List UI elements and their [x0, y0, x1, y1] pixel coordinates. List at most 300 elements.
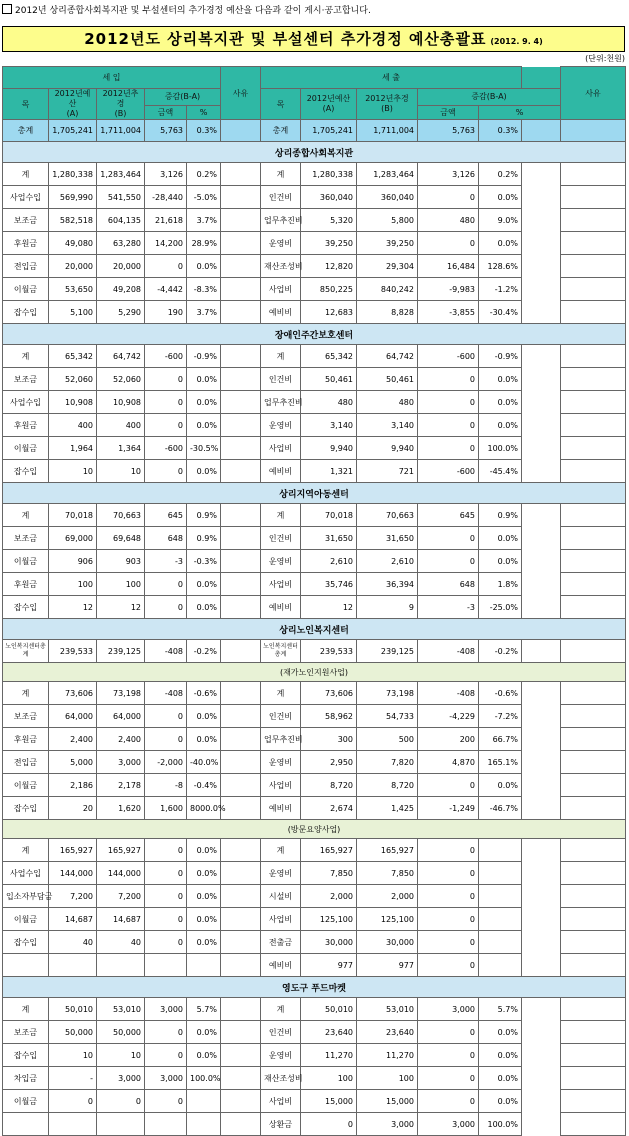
- expense-mok-cell: 계: [261, 504, 301, 527]
- income-reason-cell: [221, 460, 261, 483]
- expense-diff-cell: 0: [418, 1090, 479, 1113]
- income-mok-header: 목: [3, 89, 49, 120]
- income-mok-cell: [3, 954, 49, 977]
- expense-budget-cell: 977: [301, 954, 357, 977]
- expense-budget-cell: 58,962: [301, 705, 357, 728]
- income-diff-cell: 0: [145, 460, 187, 483]
- income-diff-cell: 0: [145, 1090, 187, 1113]
- income-reason-cell: [221, 640, 261, 663]
- table-row: [3, 186, 626, 209]
- expense-pct-cell: -30.4%: [479, 301, 522, 324]
- expense-mok-cell: 계: [261, 839, 301, 862]
- income-reason-cell: [221, 1090, 261, 1113]
- expense-mok-cell: 운영비: [261, 751, 301, 774]
- expense-diff-cell: 0: [418, 862, 479, 885]
- expense-reason-cell: [561, 414, 626, 437]
- expense-mok-cell: 예비비: [261, 301, 301, 324]
- expense-reason-cell: [561, 774, 626, 797]
- row-spacer: [522, 682, 561, 705]
- expense-pct-cell: -45.4%: [479, 460, 522, 483]
- income-supp-cell: 64,000: [97, 705, 145, 728]
- expense-reason-cell: [561, 705, 626, 728]
- income-reason-cell: [221, 301, 261, 324]
- expense-pct-cell: 0.0%: [479, 774, 522, 797]
- income-diff-cell: -28,440: [145, 186, 187, 209]
- expense-mok-cell: 업무추진비: [261, 391, 301, 414]
- income-pct-cell: 0.0%: [187, 368, 221, 391]
- expense-budget-cell: 2,610: [301, 550, 357, 573]
- expense-reason-cell: [561, 1021, 626, 1044]
- income-diff-header: 증감(B-A): [145, 89, 221, 106]
- income-pct-cell: 0.0%: [187, 1044, 221, 1067]
- expense-reason-cell: [561, 908, 626, 931]
- section-header: [3, 324, 626, 345]
- expense-budget-cell: 12: [301, 596, 357, 619]
- income-diff-cell: 0: [145, 391, 187, 414]
- income-pct-cell: 0.0%: [187, 839, 221, 862]
- income-budget-cell: 1,280,338: [49, 163, 97, 186]
- income-pct-cell: -30.5%: [187, 437, 221, 460]
- expense-mok-cell: 노인복지센터총계: [261, 640, 301, 663]
- table-row: [3, 839, 626, 862]
- income-diff-cell: [145, 1113, 187, 1136]
- income-mok-cell: 계: [3, 504, 49, 527]
- checkbox-icon: [2, 4, 12, 14]
- income-mok-cell: 사업수입: [3, 391, 49, 414]
- income-reason-cell: [221, 414, 261, 437]
- expense-pct-cell: 66.7%: [479, 728, 522, 751]
- budget-header-line2: (A): [322, 104, 335, 113]
- expense-diff-cell: 0: [418, 186, 479, 209]
- row-spacer: [522, 209, 561, 232]
- income-diff-cell: 645: [145, 504, 187, 527]
- income-budget-cell: 53,650: [49, 278, 97, 301]
- income-mok-cell: 입소자부담금: [3, 885, 49, 908]
- expense-supp-cell: 53,010: [357, 998, 418, 1021]
- expense-diff-cell: 0: [418, 839, 479, 862]
- expense-budget-cell: 100: [301, 1067, 357, 1090]
- income-supp-cell: 10: [97, 1044, 145, 1067]
- income-mok-cell: 계: [3, 839, 49, 862]
- income-pct-cell: 28.9%: [187, 232, 221, 255]
- income-budget-cell: 906: [49, 550, 97, 573]
- expense-pct-header: %: [479, 105, 561, 119]
- income-supp-cell: 604,135: [97, 209, 145, 232]
- income-mok-cell: 계: [3, 163, 49, 186]
- table-row: [3, 1067, 626, 1090]
- income-pct-cell: 0.0%: [187, 728, 221, 751]
- section-title: (재가노인지원사업): [3, 663, 626, 682]
- income-supp-cell: 1,364: [97, 437, 145, 460]
- income-budget-cell: 65,342: [49, 345, 97, 368]
- expense-pct-cell: [479, 885, 522, 908]
- expense-supp-cell: 64,742: [357, 345, 418, 368]
- income-budget-cell: 69,000: [49, 527, 97, 550]
- income-pct-cell: 3.7%: [187, 301, 221, 324]
- table-row: [3, 596, 626, 619]
- expense-budget-cell: 15,000: [301, 1090, 357, 1113]
- table-row: [3, 1090, 626, 1113]
- income-pct-cell: 0.0%: [187, 885, 221, 908]
- expense-mok-cell: 사업비: [261, 774, 301, 797]
- income-budget-cell: 64,000: [49, 705, 97, 728]
- income-reason-cell: [221, 186, 261, 209]
- expense-diff-cell: 3,126: [418, 163, 479, 186]
- income-diff-cell: -600: [145, 437, 187, 460]
- expense-supp-cell: 8,828: [357, 301, 418, 324]
- income-diff-cell: 0: [145, 839, 187, 862]
- income-diff-cell: 0: [145, 1021, 187, 1044]
- income-diff-cell: 0: [145, 908, 187, 931]
- income-reason-cell: [221, 1021, 261, 1044]
- expense-supp-cell: 977: [357, 954, 418, 977]
- expense-supp-cell: 39,250: [357, 232, 418, 255]
- expense-supp-cell: 3,140: [357, 414, 418, 437]
- expense-diff-cell: 0: [418, 368, 479, 391]
- income-supp-cell: 2,178: [97, 774, 145, 797]
- expense-budget-header: [301, 89, 357, 120]
- expense-reason-cell: [561, 682, 626, 705]
- income-budget-cell: 70,018: [49, 504, 97, 527]
- notice-line: [2, 3, 371, 19]
- expense-reason-cell: [561, 751, 626, 774]
- expense-reason-cell: [561, 998, 626, 1021]
- expense-budget-cell: 1,321: [301, 460, 357, 483]
- expense-pct-cell: 100.0%: [479, 1113, 522, 1136]
- income-supp-cell: 1,620: [97, 797, 145, 820]
- expense-reason-cell: [561, 640, 626, 663]
- expense-pct-cell: 1.8%: [479, 573, 522, 596]
- row-spacer: [522, 774, 561, 797]
- table-row: [3, 460, 626, 483]
- expense-budget-cell: 1,280,338: [301, 163, 357, 186]
- income-reason-cell: [221, 550, 261, 573]
- table-row: [3, 682, 626, 705]
- income-supp-cell: 49,208: [97, 278, 145, 301]
- income-pct-cell: 0.0%: [187, 908, 221, 931]
- income-mok-cell: 후원금: [3, 728, 49, 751]
- total-expense-diff: 5,763: [418, 120, 479, 142]
- expense-mok-cell: 계: [261, 682, 301, 705]
- expense-diff-cell: -600: [418, 345, 479, 368]
- row-spacer: [522, 414, 561, 437]
- expense-diff-cell: 200: [418, 728, 479, 751]
- expense-budget-cell: 8,720: [301, 774, 357, 797]
- expense-reason-cell: [561, 255, 626, 278]
- expense-reason-cell: [561, 368, 626, 391]
- total-expense-budget: 1,705,241: [301, 120, 357, 142]
- income-budget-cell: 165,927: [49, 839, 97, 862]
- expense-pct-cell: 5.7%: [479, 998, 522, 1021]
- document-date: (2012. 9. 4): [490, 37, 543, 46]
- expense-budget-cell: 31,650: [301, 527, 357, 550]
- expense-pct-cell: 0.0%: [479, 1090, 522, 1113]
- expense-diff-cell: 3,000: [418, 998, 479, 1021]
- expense-mok-cell: 계: [261, 163, 301, 186]
- expense-diff-cell: 0: [418, 1021, 479, 1044]
- expense-supp-cell: 100: [357, 1067, 418, 1090]
- income-supp-cell: 165,927: [97, 839, 145, 862]
- expense-diff-cell: -9,983: [418, 278, 479, 301]
- income-mok-cell: 잡수입: [3, 460, 49, 483]
- income-pct-cell: 0.0%: [187, 931, 221, 954]
- expense-pct-cell: [479, 862, 522, 885]
- expense-diff-cell: 0: [418, 232, 479, 255]
- income-supp-cell: 5,290: [97, 301, 145, 324]
- expense-diff-cell: 0: [418, 774, 479, 797]
- expense-reason-cell: [561, 1090, 626, 1113]
- expense-pct-cell: [479, 954, 522, 977]
- table-row: [3, 527, 626, 550]
- expense-reason-cell: [561, 839, 626, 862]
- table-row: [3, 797, 626, 820]
- expense-budget-cell: 12,683: [301, 301, 357, 324]
- income-supp-cell: 14,687: [97, 908, 145, 931]
- income-reason-cell: [221, 596, 261, 619]
- income-mok-cell: 보조금: [3, 209, 49, 232]
- row-spacer: [522, 368, 561, 391]
- income-pct-cell: 0.9%: [187, 527, 221, 550]
- expense-pct-cell: 0.0%: [479, 550, 522, 573]
- expense-diff-cell: -3,855: [418, 301, 479, 324]
- expense-diff-cell: 0: [418, 414, 479, 437]
- income-mok-cell: 차입금: [3, 1067, 49, 1090]
- expense-pct-cell: 0.0%: [479, 527, 522, 550]
- expense-supp-cell: 360,040: [357, 186, 418, 209]
- income-reason-cell: [221, 504, 261, 527]
- income-supp-cell: [97, 954, 145, 977]
- row-spacer: [522, 1067, 561, 1090]
- income-mok-cell: 전입금: [3, 751, 49, 774]
- income-budget-header: [49, 89, 97, 120]
- expense-reason-cell: [561, 437, 626, 460]
- income-supp-cell: 10,908: [97, 391, 145, 414]
- document-title: 2012년도 상리복지관 및 부설센터 추가경정 예산총괄표: [84, 30, 487, 48]
- expense-budget-cell: 12,820: [301, 255, 357, 278]
- income-mok-cell: 이월금: [3, 278, 49, 301]
- subsection-header: [3, 663, 626, 682]
- expense-reason-cell: [561, 186, 626, 209]
- row-spacer: [522, 255, 561, 278]
- budget-table: [2, 66, 626, 1136]
- income-reason-cell: [221, 1113, 261, 1136]
- income-diff-cell: -408: [145, 682, 187, 705]
- income-pct-cell: 0.0%: [187, 705, 221, 728]
- income-budget-cell: 100: [49, 573, 97, 596]
- income-supp-cell: 3,000: [97, 1067, 145, 1090]
- expense-mok-cell: 운영비: [261, 862, 301, 885]
- expense-diff-cell: -600: [418, 460, 479, 483]
- income-mok-cell: 보조금: [3, 368, 49, 391]
- income-reason-cell: [221, 437, 261, 460]
- section-title: 영도구 푸드마켓: [3, 977, 626, 998]
- expense-diff-cell: -408: [418, 640, 479, 663]
- notice-text: 2012년 상리종합사회복지관 및 부설센터의 추가경정 예산을 다음과 같이 게시·공고합니다.: [15, 6, 371, 16]
- expense-budget-cell: 2,674: [301, 797, 357, 820]
- budget-table-body: [3, 142, 626, 1136]
- expense-supp-cell: 8,720: [357, 774, 418, 797]
- expense-mok-cell: 인건비: [261, 527, 301, 550]
- expense-budget-cell: 239,533: [301, 640, 357, 663]
- table-row: [3, 437, 626, 460]
- expense-mok-cell: 인건비: [261, 705, 301, 728]
- expense-diff-cell: 0: [418, 1044, 479, 1067]
- expense-reason-cell: [561, 278, 626, 301]
- expense-budget-cell: 23,640: [301, 1021, 357, 1044]
- expense-mok-cell: 인건비: [261, 186, 301, 209]
- expense-pct-cell: -25.0%: [479, 596, 522, 619]
- table-row: [3, 931, 626, 954]
- expense-mok-cell: 운영비: [261, 414, 301, 437]
- income-budget-cell: 2,400: [49, 728, 97, 751]
- expense-pct-cell: [479, 931, 522, 954]
- table-row: [3, 255, 626, 278]
- total-income-pct: 0.3%: [187, 120, 221, 142]
- expense-budget-cell: 35,746: [301, 573, 357, 596]
- expense-reason-cell: [561, 573, 626, 596]
- income-mok-cell: 보조금: [3, 1021, 49, 1044]
- income-pct-cell: -0.6%: [187, 682, 221, 705]
- income-diff-cell: 0: [145, 573, 187, 596]
- table-row: [3, 414, 626, 437]
- income-reason-cell: [221, 278, 261, 301]
- row-spacer: [522, 596, 561, 619]
- income-diff-cell: -600: [145, 345, 187, 368]
- expense-diff-cell: -4,229: [418, 705, 479, 728]
- expense-pct-cell: 128.6%: [479, 255, 522, 278]
- expense-diff-cell: 0: [418, 550, 479, 573]
- expense-reason-cell: [561, 954, 626, 977]
- expense-mok-cell: 운영비: [261, 550, 301, 573]
- income-budget-cell: 20: [49, 797, 97, 820]
- expense-pct-cell: -0.9%: [479, 345, 522, 368]
- income-pct-cell: -40.0%: [187, 751, 221, 774]
- income-pct-cell: [187, 1113, 221, 1136]
- row-spacer: [522, 437, 561, 460]
- income-diff-cell: 190: [145, 301, 187, 324]
- expense-supp-cell: 11,270: [357, 1044, 418, 1067]
- income-pct-cell: 0.0%: [187, 414, 221, 437]
- income-budget-cell: 52,060: [49, 368, 97, 391]
- table-row: [3, 345, 626, 368]
- row-spacer: [522, 908, 561, 931]
- expense-pct-cell: 165.1%: [479, 751, 522, 774]
- income-mok-cell: 이월금: [3, 774, 49, 797]
- expense-reason-cell: [561, 1044, 626, 1067]
- row-spacer: [522, 1090, 561, 1113]
- income-budget-cell: 14,687: [49, 908, 97, 931]
- income-supp-cell: 50,000: [97, 1021, 145, 1044]
- row-spacer: [522, 278, 561, 301]
- total-expense-reason: [561, 120, 626, 142]
- expense-diff-cell: -1,249: [418, 797, 479, 820]
- expense-diff-cell: 0: [418, 1067, 479, 1090]
- income-supp-cell: 903: [97, 550, 145, 573]
- expense-budget-cell: 2,000: [301, 885, 357, 908]
- row-spacer: [522, 504, 561, 527]
- income-pct-cell: -0.9%: [187, 345, 221, 368]
- expense-supp-cell: 36,394: [357, 573, 418, 596]
- income-pct-cell: [187, 1090, 221, 1113]
- expense-diff-cell: 4,870: [418, 751, 479, 774]
- expense-diff-cell: 0: [418, 391, 479, 414]
- total-expense-mok: 총계: [261, 120, 301, 142]
- expense-supp-header: [357, 89, 418, 120]
- income-diff-cell: 0: [145, 414, 187, 437]
- expense-pct-cell: 0.9%: [479, 504, 522, 527]
- expense-budget-cell: 300: [301, 728, 357, 751]
- expense-supp-cell: 29,304: [357, 255, 418, 278]
- income-budget-cell: 400: [49, 414, 97, 437]
- income-supp-cell: 144,000: [97, 862, 145, 885]
- income-diff-cell: -8: [145, 774, 187, 797]
- income-reason-cell: [221, 573, 261, 596]
- income-pct-cell: 0.0%: [187, 862, 221, 885]
- expense-mok-cell: 업무추진비: [261, 728, 301, 751]
- expense-reason-cell: [561, 931, 626, 954]
- row-spacer: [522, 797, 561, 820]
- row-spacer: [522, 1044, 561, 1067]
- expense-mok-cell: 사업비: [261, 908, 301, 931]
- income-mok-cell: 이월금: [3, 908, 49, 931]
- header-spacer: [522, 67, 561, 89]
- expense-reason-cell: [561, 797, 626, 820]
- income-diff-cell: 0: [145, 596, 187, 619]
- income-reason-cell: [221, 232, 261, 255]
- expense-pct-cell: -46.7%: [479, 797, 522, 820]
- income-supp-cell: 40: [97, 931, 145, 954]
- income-supp-cell: 20,000: [97, 255, 145, 278]
- income-budget-cell: 144,000: [49, 862, 97, 885]
- expense-reason-cell: [561, 163, 626, 186]
- expense-budget-cell: 360,040: [301, 186, 357, 209]
- income-diff-cell: 0: [145, 368, 187, 391]
- title-bar: [2, 26, 625, 52]
- expense-budget-cell: 30,000: [301, 931, 357, 954]
- section-title: 상리지역아동센터: [3, 483, 626, 504]
- expense-reason-cell: [561, 527, 626, 550]
- income-header: 세 입: [3, 67, 221, 89]
- income-reason-cell: [221, 797, 261, 820]
- row-spacer: [522, 839, 561, 862]
- income-supp-cell: 100: [97, 573, 145, 596]
- income-diff-cell: 0: [145, 862, 187, 885]
- expense-supp-cell: 239,125: [357, 640, 418, 663]
- income-budget-cell: [49, 1113, 97, 1136]
- expense-diff-cell: -408: [418, 682, 479, 705]
- income-supp-cell: 73,198: [97, 682, 145, 705]
- table-row: [3, 862, 626, 885]
- row-spacer: [522, 705, 561, 728]
- expense-budget-cell: 50,010: [301, 998, 357, 1021]
- income-reason-header: 사유: [221, 67, 261, 120]
- total-row: [3, 120, 626, 142]
- income-diff-cell: 0: [145, 255, 187, 278]
- expense-budget-cell: 39,250: [301, 232, 357, 255]
- subsection-header: [3, 820, 626, 839]
- table-row: [3, 885, 626, 908]
- expense-supp-cell: 125,100: [357, 908, 418, 931]
- supp-header-line1: 2012년추경: [365, 94, 409, 103]
- income-mok-cell: 계: [3, 345, 49, 368]
- expense-budget-cell: 5,320: [301, 209, 357, 232]
- expense-diff-cell: 0: [418, 954, 479, 977]
- income-budget-cell: 50,010: [49, 998, 97, 1021]
- row-spacer: [522, 232, 561, 255]
- income-supp-cell: 52,060: [97, 368, 145, 391]
- income-supp-cell: 2,400: [97, 728, 145, 751]
- expense-diff-cell: 3,000: [418, 1113, 479, 1136]
